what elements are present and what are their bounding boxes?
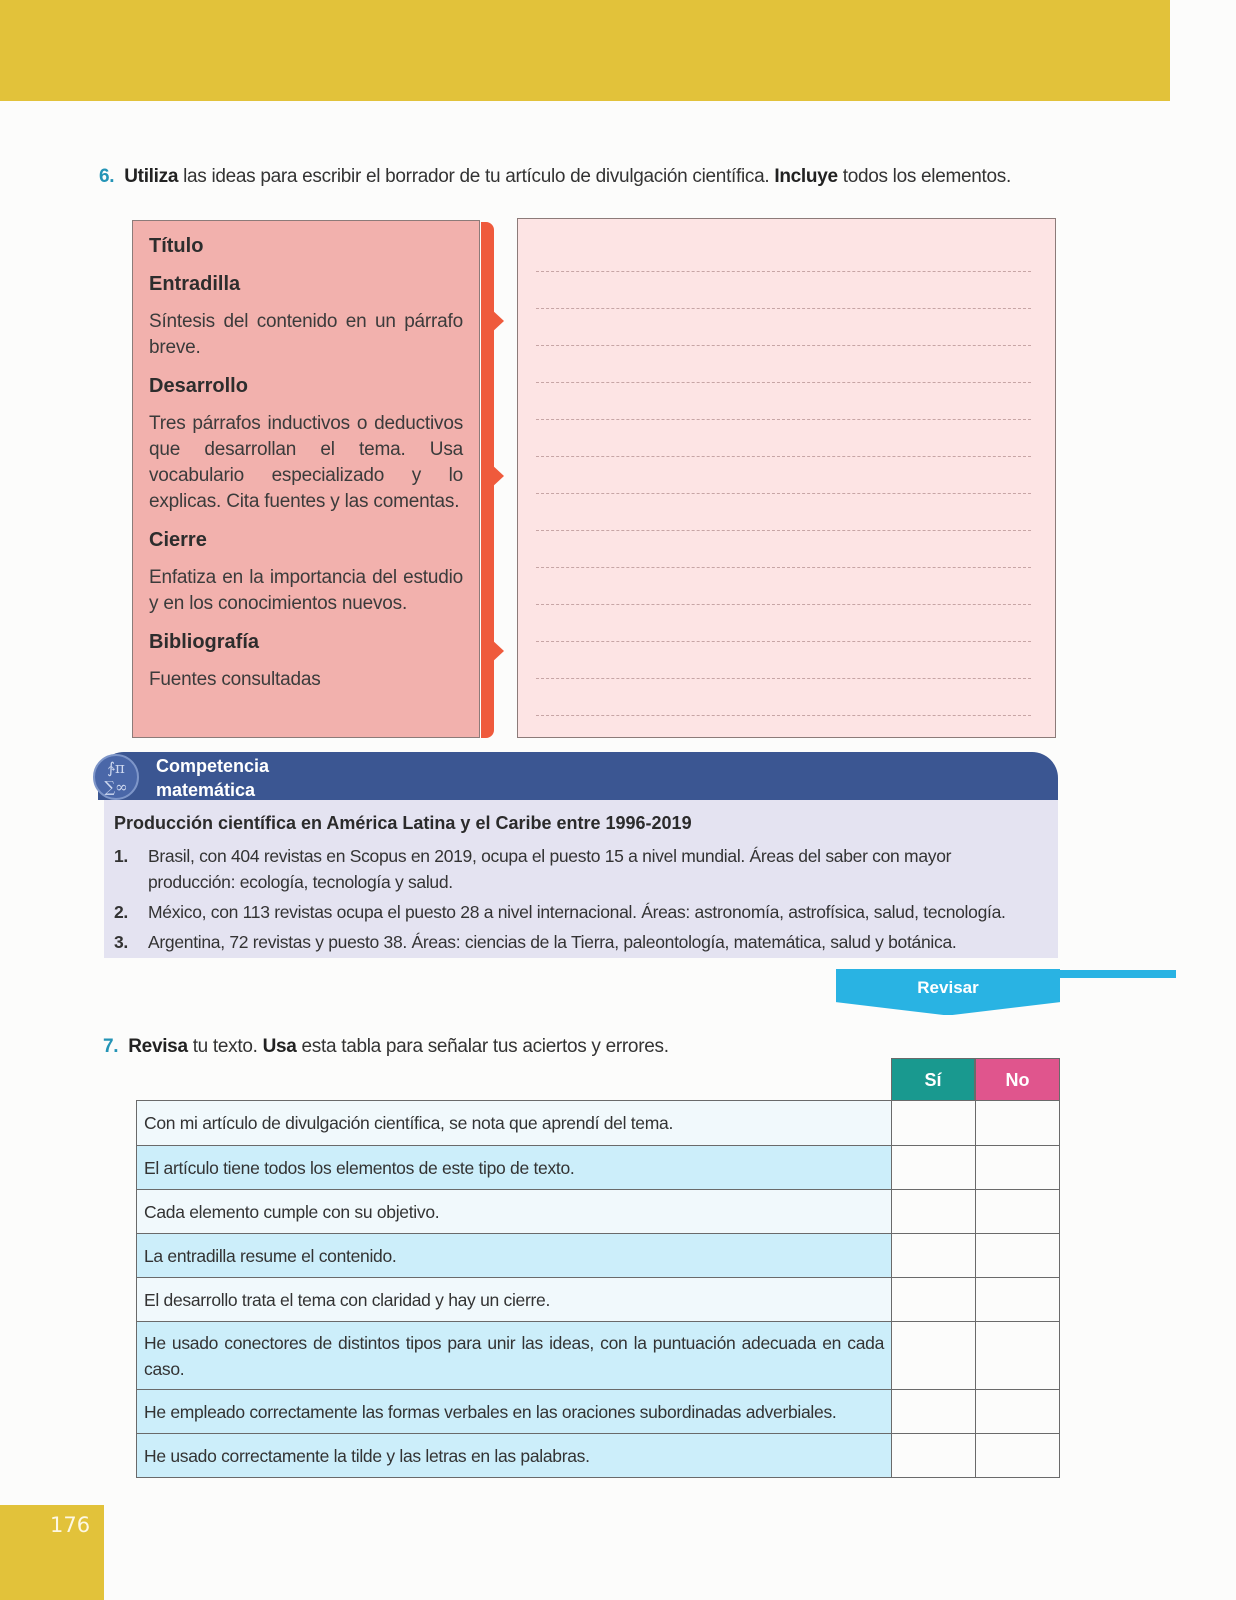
guide-heading-desarrollo: Desarrollo [149,375,248,397]
table-row [137,1434,1060,1478]
guide-text-cierre: Enfatiza en la importancia del estudio y en los conocimientos nuevos. [149,567,463,614]
competencia-title [156,754,269,802]
math-symbols-icon [93,754,139,800]
table-row [137,1278,1060,1322]
criterion-cell: Con mi artículo de divulgación científica, se nota que aprendí del tema. [137,1101,892,1146]
guide-text-entradilla: Síntesis del contenido en un párrafo breve. [149,311,463,358]
top-color-band [0,0,1170,101]
si-checkbox[interactable] [892,1322,976,1390]
si-checkbox[interactable] [892,1190,976,1234]
instruction-verb: Incluye [774,166,838,187]
instruction-text: esta tabla para señalar tus aciertos y errores. [296,1036,669,1057]
writing-line [536,678,1031,679]
si-checkbox[interactable] [892,1434,976,1478]
no-checkbox[interactable] [976,1278,1060,1322]
writing-line [536,308,1031,309]
criterion-cell: El artículo tiene todos los elementos de este tipo de texto. [137,1146,892,1190]
guide-heading-cierre: Cierre [149,529,207,551]
guide-pointer-arrow [490,463,504,489]
no-checkbox[interactable] [976,1234,1060,1278]
si-checkbox[interactable] [892,1146,976,1190]
criterion-cell: La entradilla resume el contenido. [137,1234,892,1278]
criterion-cell: Cada elemento cumple con su objetivo. [137,1190,892,1234]
table-row [137,1390,1060,1434]
si-checkbox[interactable] [892,1278,976,1322]
competencia-subtitle: Producción científica en América Latina y el Caribe entre 1996-2019 [114,813,692,833]
article-structure-guide [132,220,480,738]
guide-text-desarrollo: Tres párrafos inductivos o deductivos que desarrollan el tema. Usa vocabulario especializado y lo explicas. Cita fuentes y las comentas. [149,413,463,512]
competencia-title-line: Competencia [156,756,270,776]
instruction-text: las ideas para escribir el borrador de tu artículo de divulgación científica. [178,166,775,187]
writing-line [536,567,1031,568]
table-row [137,1146,1060,1190]
si-checkbox[interactable] [892,1101,976,1146]
column-header-no: No [975,1058,1060,1100]
self-review-table [136,1100,1060,1478]
no-checkbox[interactable] [976,1390,1060,1434]
no-checkbox[interactable] [976,1146,1060,1190]
competencia-title-line: matemática [156,780,256,800]
page-number: 176 [50,1513,91,1537]
no-checkbox[interactable] [976,1190,1060,1234]
list-number: 1. [114,846,128,866]
guide-pointer-arrow [490,638,504,664]
guide-heading-titulo: Título [149,235,204,257]
criterion-cell: He usado conectores de distintos tipos para unir las ideas, con la puntuación adecuada en cada caso. [137,1322,892,1390]
table-row [137,1101,1060,1146]
instruction-verb: Usa [262,1036,297,1057]
writing-line [536,456,1031,457]
list-text: México, con 113 revistas ocupa el puesto 28 a nivel internacional. Áreas: astronomía, astrofísica, salud, tecnología. [148,902,1006,922]
writing-line [536,345,1031,346]
criterion-cell: He usado correctamente la tilde y las letras en las palabras. [137,1434,892,1478]
writing-line [536,419,1031,420]
guide-heading-bibliografia: Bibliografía [149,631,260,653]
guide-pointer-arrow [490,308,504,334]
revisar-divider [1058,970,1176,978]
table-row [137,1190,1060,1234]
instruction-text: tu texto. [187,1036,263,1057]
writing-line [536,604,1031,605]
no-checkbox[interactable] [976,1322,1060,1390]
no-checkbox[interactable] [976,1434,1060,1478]
writing-line [536,641,1031,642]
table-row [137,1322,1060,1390]
writing-line [536,530,1031,531]
guide-text-bibliografia: Fuentes consultadas [149,669,321,690]
list-number: 2. [114,902,128,922]
list-item [114,899,1054,925]
table-row [137,1234,1060,1278]
writing-line [536,493,1031,494]
list-text: Brasil, con 404 revistas en Scopus en 2019, ocupa el puesto 15 a nivel mundial. Áreas del saber con mayor producción: ecología, tecnología y salud. [148,846,952,892]
revisar-label: Revisar [917,978,979,997]
list-item [114,843,994,895]
criterion-cell: El desarrollo trata el tema con claridad y hay un cierre. [137,1278,892,1322]
question-number: 6. [99,166,115,187]
question-7 [103,1036,669,1058]
list-number: 3. [114,932,128,952]
si-checkbox[interactable] [892,1234,976,1278]
math-icon-line: ∑∞ [104,778,128,796]
writing-line [536,715,1031,716]
draft-writing-area[interactable] [517,218,1056,738]
question-number: 7. [103,1036,119,1057]
criterion-cell: He empleado correctamente las formas verbales en las oraciones subordinadas adverbiales. [137,1390,892,1434]
writing-line [536,382,1031,383]
si-checkbox[interactable] [892,1390,976,1434]
list-text: Argentina, 72 revistas y puesto 38. Áreas: ciencias de la Tierra, paleontología, matemática, salud y botánica. [148,932,957,952]
instruction-text: todos los elementos. [837,166,1011,187]
instruction-verb: Utiliza [124,166,179,187]
column-header-si: Sí [891,1058,975,1100]
writing-line [536,271,1031,272]
question-6 [99,166,1011,188]
no-checkbox[interactable] [976,1101,1060,1146]
list-item [114,929,1054,955]
guide-heading-entradilla: Entradilla [149,273,241,295]
math-icon-line: ∱π [107,759,125,777]
instruction-verb: Revisa [128,1036,188,1057]
